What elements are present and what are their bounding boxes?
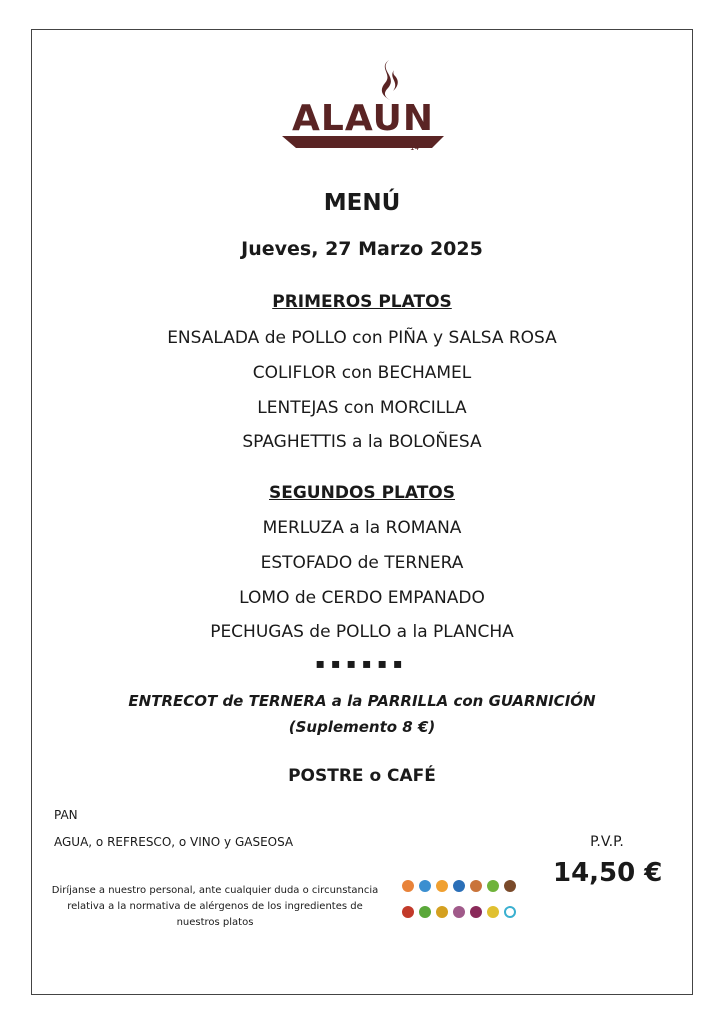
lupin-icon: [487, 906, 499, 918]
separator-dots: ▪▪▪▪▪▪: [315, 656, 409, 672]
molluscs-icon: [504, 906, 516, 918]
gluten-icon: [402, 880, 414, 892]
dish-item: ESTOFADO de TERNERA: [260, 553, 464, 573]
sesame-icon: [453, 906, 465, 918]
dish-item: LENTEJAS con MORCILLA: [257, 398, 467, 418]
menu-title: MENÚ: [323, 190, 401, 216]
soy-icon: [487, 880, 499, 892]
special-supplement: (Suplemento 8 €): [288, 718, 436, 736]
dish-item: MERLUZA a la ROMANA: [262, 518, 462, 538]
eggs-icon: [436, 880, 448, 892]
dish-item: LOMO de CERDO EMPANADO: [239, 588, 485, 608]
dish-item: COLIFLOR con BECHAMEL: [252, 363, 472, 383]
fish-icon: [453, 880, 465, 892]
mustard-icon: [436, 906, 448, 918]
price-value: 14,50 €: [553, 858, 663, 888]
peanuts-icon: [470, 880, 482, 892]
allergen-notice: Diríjanse a nuestro personal, ante cualquier duda o circunstancia relativa a la normativa de alérgenos de los ingredientes de nuestros platos: [51, 885, 379, 928]
crustaceans-icon: [419, 880, 431, 892]
menu-frame: [31, 29, 693, 995]
dish-item: PECHUGAS de POLLO a la PLANCHA: [210, 622, 514, 642]
dish-item: SPAGHETTIS a la BOLOÑESA: [242, 432, 482, 452]
special-dish: ENTRECOT de TERNERA a la PARRILLA con GUARNICIÓN: [128, 692, 596, 710]
drinks-line: AGUA, o REFRESCO, o VINO y GASEOSA: [54, 835, 294, 849]
logo-wordmark: ALAUN: [292, 98, 434, 139]
milk-icon: [504, 880, 516, 892]
sulphites-icon: [470, 906, 482, 918]
section-heading-segundos: SEGUNDOS PLATOS: [269, 483, 455, 503]
menu-date: Jueves, 27 Marzo 2025: [241, 238, 483, 260]
dessert-line: POSTRE o CAFÉ: [288, 766, 436, 786]
price-label: P.V.P.: [590, 834, 624, 850]
restaurant-logo: [282, 56, 444, 158]
dish-item: ENSALADA de POLLO con PIÑA y SALSA ROSA: [167, 328, 557, 348]
celery-icon: [419, 906, 431, 918]
section-heading-primeros: PRIMEROS PLATOS: [272, 292, 452, 312]
bread-line: PAN: [54, 808, 78, 822]
nuts-icon: [402, 906, 414, 918]
logo-subtext: 14: [410, 144, 419, 152]
